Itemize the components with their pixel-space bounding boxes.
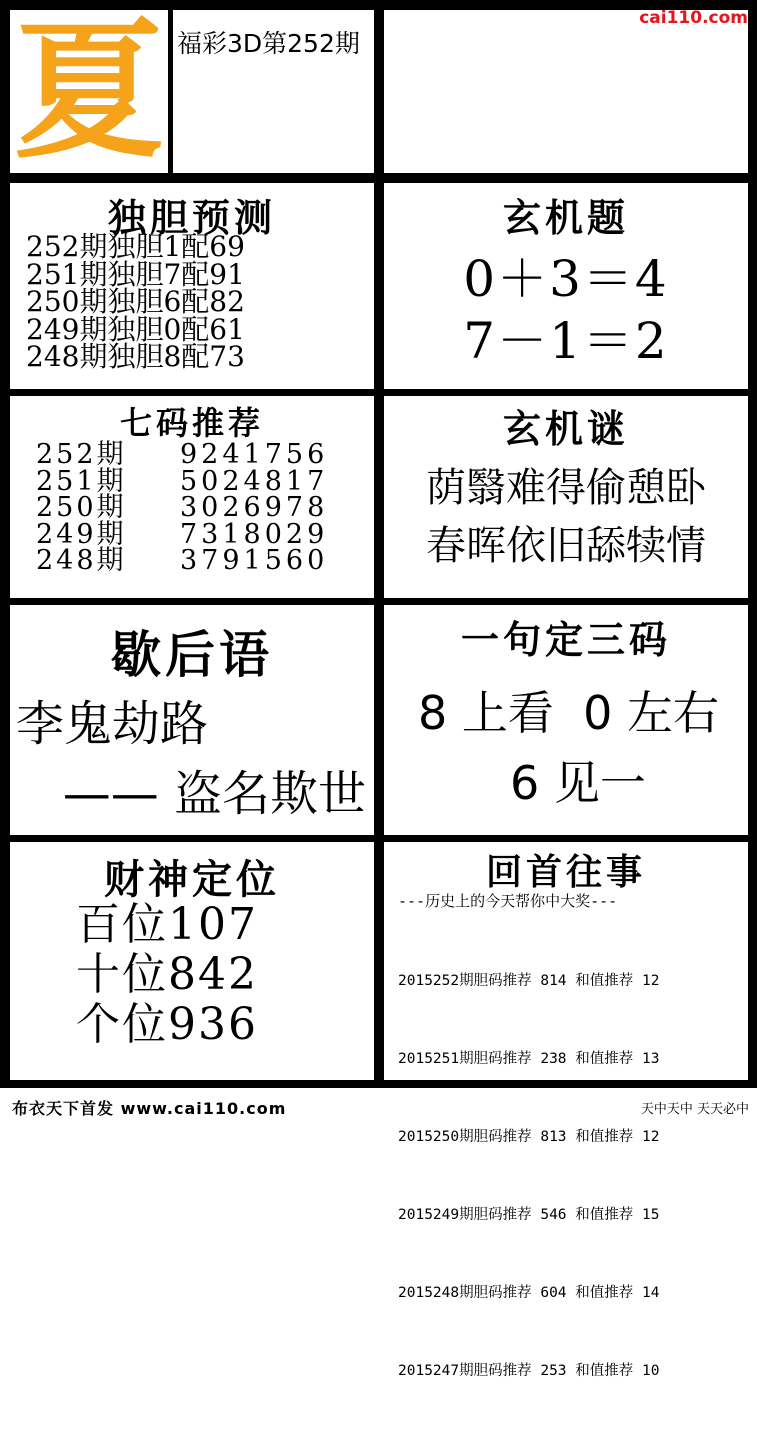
duda-line: 249期独胆0配61 [26,312,245,346]
huishou-row: 2015248期胆码推荐 604 和值推荐 14 [398,1285,660,1301]
qima-issue: 248期 [36,545,127,576]
duda-line: 252期独胆1配69 [26,230,245,263]
duda-list [26,230,245,373]
qima-issue: 249期 [36,518,127,550]
xuanji-ti-eq1: 0＋3＝4 [463,250,669,308]
qima-issue: 252期 [36,439,127,470]
huishou-list [398,916,659,1436]
xuanji-ti-panel [384,183,748,389]
xuanji-mi-line1: 荫翳难得偷憩卧 [426,465,706,511]
qima-code: 7318029 [180,518,329,550]
huishou-title: 回首往事 [485,851,646,893]
caishen-title: 财神定位 [104,856,280,903]
footer [0,1090,757,1121]
logo-cell [10,3,168,179]
huishou-row: 2015247期胆码推荐 253 和值推荐 10 [398,1363,660,1379]
qima-code: 5024817 [180,465,329,497]
xuanji-ti-title: 玄机题 [502,195,629,240]
qima-code: 3026978 [180,492,329,523]
qima-issue: 251期 [36,465,127,497]
duda-panel [10,183,374,389]
xiehouyu-riddle: 李鬼劫路 [16,696,209,752]
duda-line: 250期独胆6配82 [26,285,245,318]
yiju-title: 一句定三码 [460,617,671,662]
yiju-line2: 6 见一 [510,756,646,810]
caishen-panel [10,842,374,1080]
qima-code: 9241756 [180,439,329,470]
caishen-line: 个位936 [76,999,258,1050]
watermark[interactable]: cai110.com [639,8,748,28]
huishou-row: 2015250期胆码推荐 813 和值推荐 12 [398,1129,660,1145]
huishou-row: 2015249期胆码推荐 546 和值推荐 15 [398,1207,660,1223]
xuanji-mi-title: 玄机谜 [502,406,629,451]
header-blank-cell [384,10,748,173]
xuanji-mi-line2: 春晖依旧舔犊情 [426,523,706,569]
huishou-row: 2015252期胆码推荐 814 和值推荐 12 [398,973,660,989]
huishou-subtitle: ---历史上的今天帮你中大奖--- [398,892,618,910]
issue-title-cell [173,10,374,173]
caishen-list [76,900,258,1050]
yiju-line1: 8 上看 0 左右 [418,686,720,740]
xuanji-ti-eq2: 7－1＝2 [463,312,669,370]
qima-issue: 250期 [36,492,127,523]
qima-code: 3791560 [180,545,329,576]
yiju-panel [384,605,748,835]
logo-character: 夏 [14,3,165,179]
footer-right: 天中天中 天天必中 [640,1102,749,1117]
xuanji-mi-panel [384,396,748,598]
qima-list [36,439,329,576]
xiehouyu-title: 歇后语 [111,625,273,684]
duda-line: 251期独胆7配91 [26,257,245,291]
issue-title: 福彩3D第252期 [177,29,360,58]
qima-title: 七码推荐 [119,404,264,442]
qima-panel [10,396,374,598]
footer-left[interactable]: 布衣天下首发 www.cai110.com [12,1099,287,1118]
xiehouyu-panel [10,605,374,835]
huishou-row: 2015251期胆码推荐 238 和值推荐 13 [398,1051,660,1067]
caishen-line: 百位107 [76,899,258,950]
caishen-line: 十位842 [76,949,258,1000]
xiehouyu-answer: —— 盗名欺世 [62,766,366,822]
qima-row [36,545,329,576]
duda-title: 独胆预测 [107,195,276,240]
duda-line: 248期独胆8配73 [26,340,245,373]
